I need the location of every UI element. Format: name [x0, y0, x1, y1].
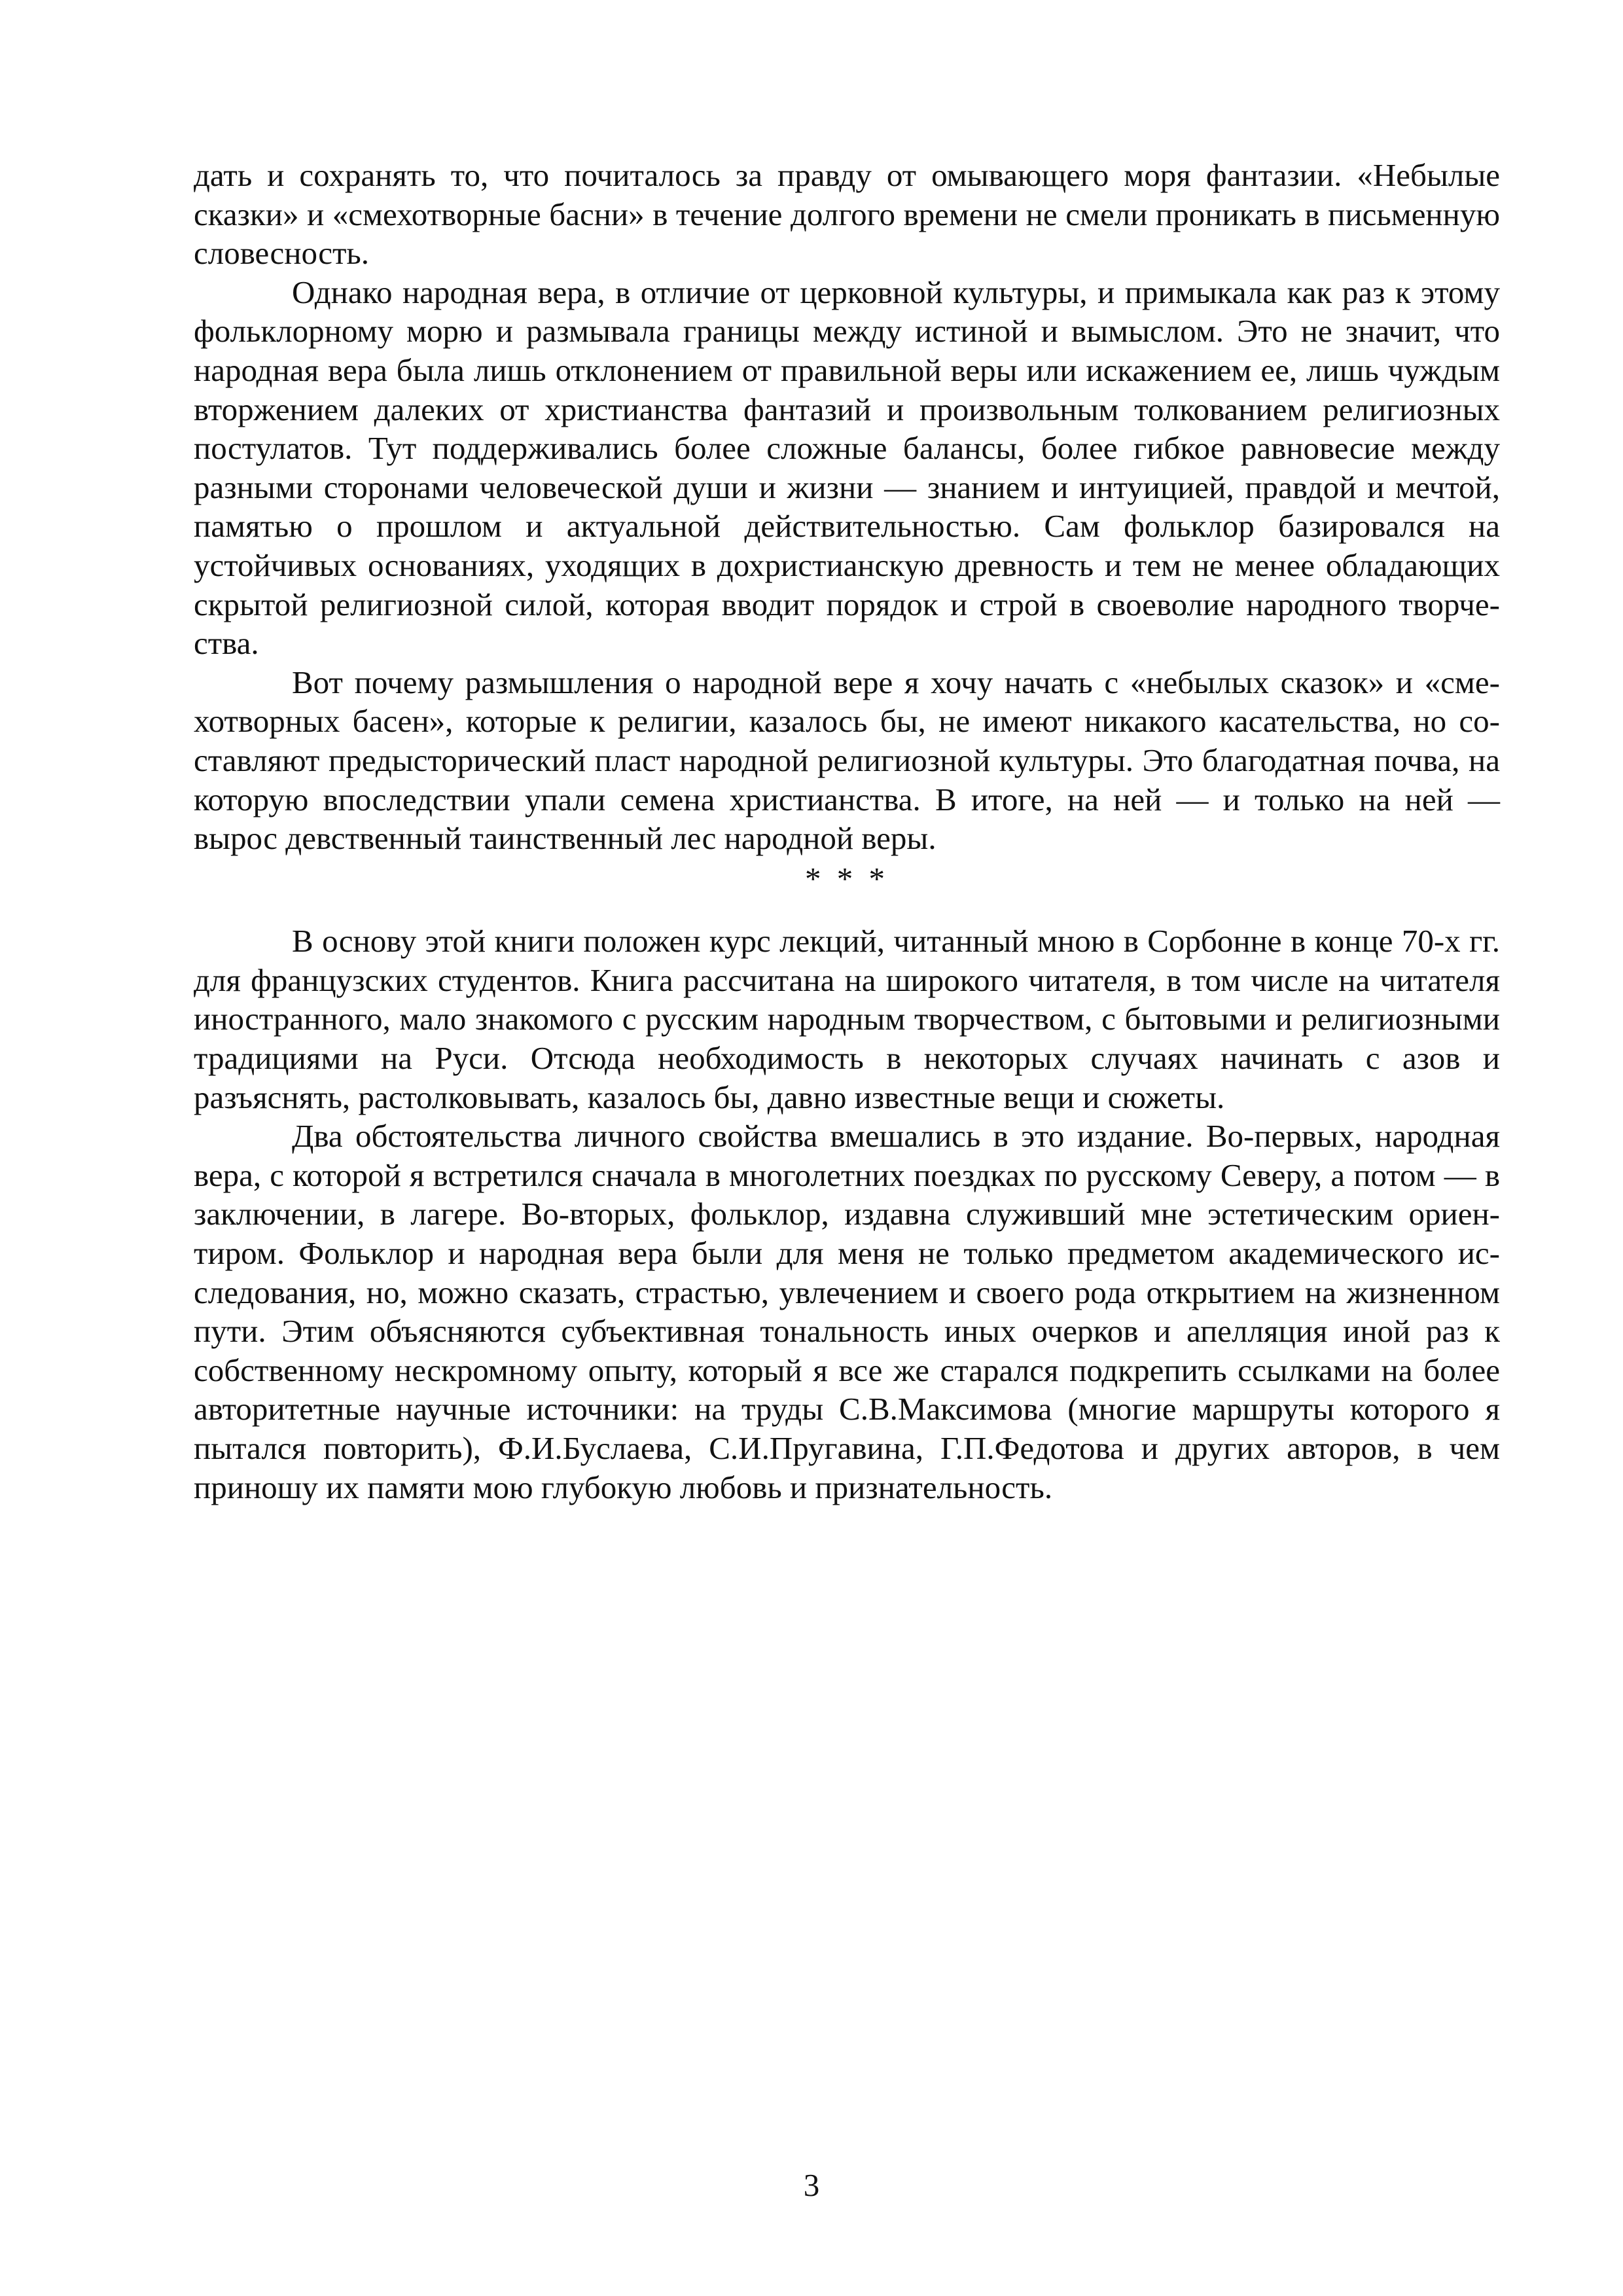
paragraph: В основу этой книги положен курс лекций, читанный мною в Сорбонне в конце 70-х гг. для французских студентов. Книга рассчитана на широкого читателя, в том числе на читателя иностранного, мало знакомого с русским народным творчеством, с бытовыми и религиозными традициями на Руси. Отсюда необходимость в некоторых случаях начинать с азов и разъяснять, растолковывать, казалось бы, давно известные вещи и сюжеты. — [194, 923, 1500, 1115]
section-separator: * * * — [805, 860, 889, 897]
paragraph: Однако народная вера, в отличие от церковной культуры, и примыкала как раз к этому фольклорному морю и размывала границы между истиной и вымыслом. Это не значит, что народная вера была лишь отклонением от правильной веры или искажением ее, лишь чуждым вторжением далеких от христианства фантазий и произвольным толкованием религиозных постулатов. Тут поддерживались более сложные балансы, более гибкое равновесие между разными сторонами человеческой души и жизни — знанием и интуицией, правдой и мечтой, памятью о прошлом и актуальной действительностью. Сам фольклор базировался на устойчивых основаниях, уходящих в дохристианскую древность и тем не менее обладающих скрытой религиозной силой, которая вводит порядок и строй в своеволие народного творчества. — [194, 274, 1500, 662]
paragraph-continuation: дать и сохранять то, что почиталось за правду от омывающего моря фантазии. «Небылые сказки» и «смехотворные басни» в течение долгого времени не смели проникать в письменную словесность. — [194, 157, 1500, 272]
paragraph: Два обстоятельства личного свойства вмешались в это издание. Во-первых, народная вера, с которой я встретился сначала в многолетних поездках по русскому Северу, а потом — в заключении, в лагере. Во-вторых, фольклор, издавна служивший мне эстетическим ориентиром. Фольклор и народная вера были для меня не только предметом академического исследования, но, можно сказать, страстью, увлечением и своего рода открытием на жизненном пути. Этим объясняются субъективная тональность иных очерков и апелляция иной раз к собственному нескромному опыту, который я все же старался подкрепить ссылками на более авторитетные научные источники: на труды С.В.Максимова (многие маршруты которого я пытался повторить), Ф.И.Буслаева, С.И.Пругавина, Г.П.Федотова и других авторов, в чем приношу их памяти мою глубокую любовь и признательность. — [194, 1118, 1500, 1505]
body-text — [194, 156, 1500, 1507]
page-number: 3 — [803, 2167, 820, 2203]
paragraph: Вот почему размышления о народной вере я хочу начать с «небылых сказок» и «смехотворных басен», которые к религии, казалось бы, не имеют никакого касательства, но составляют предысторический пласт народной религиозной культуры. Это благодатная почва, на которую впоследствии упали семена христианства. В итоге, на ней — и только на ней — вырос девственный таинственный лес народной веры. — [194, 664, 1500, 857]
